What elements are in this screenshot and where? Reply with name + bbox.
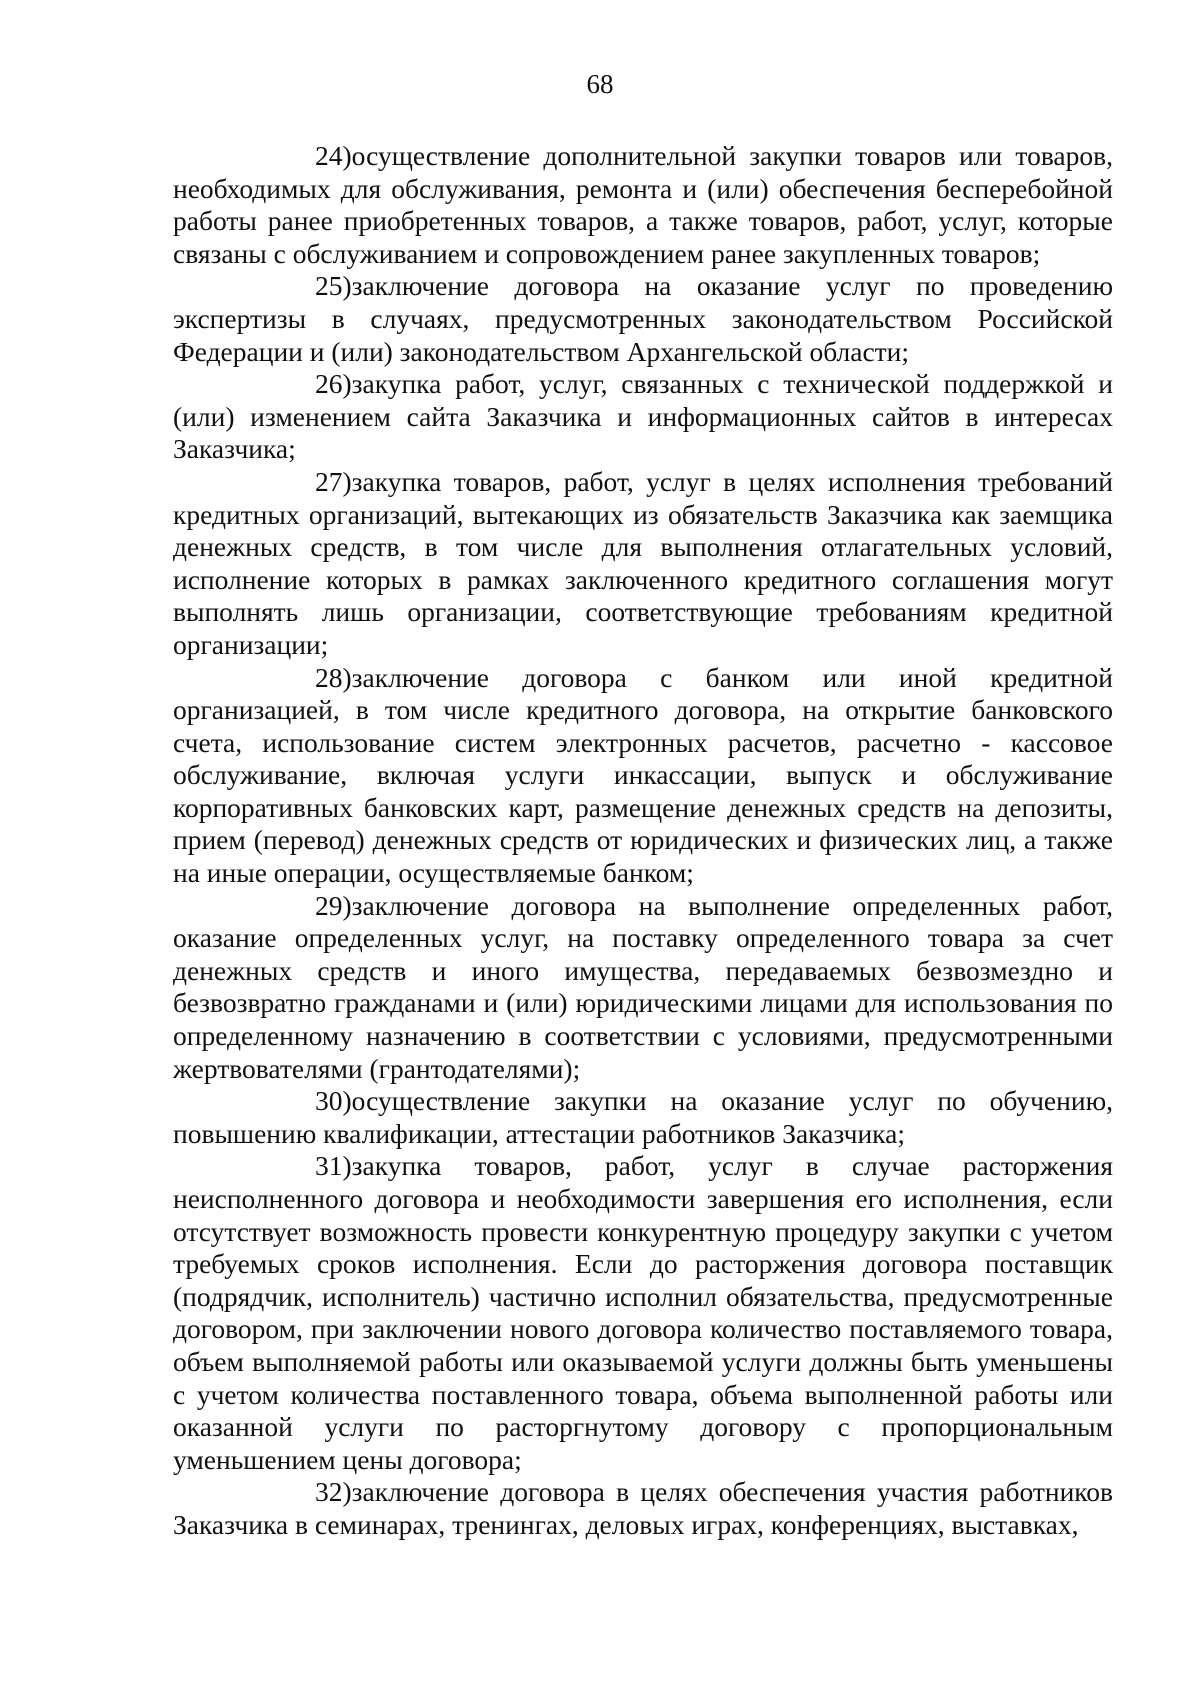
list-item bbox=[173, 1150, 1113, 1476]
list-item bbox=[173, 662, 1113, 890]
item-number: 30) bbox=[315, 1085, 352, 1117]
item-text: осуществление дополнительной закупки товаров или товаров, необходимых для обслуживания, ремонта и (или) обеспечения бесперебойной работы ранее приобретенных товаров, а также товаров, работ, услуг, которые связаны с обслуживанием и сопровождением ранее закупленных товаров; bbox=[173, 140, 1113, 269]
item-text: закупка работ, услуг, связанных с технической поддержкой и (или) изменением сайта Заказчика и информационных сайтов в интересах Заказчика; bbox=[173, 368, 1113, 465]
item-number: 26) bbox=[315, 368, 352, 400]
list-item bbox=[173, 466, 1113, 662]
item-number: 32) bbox=[315, 1476, 352, 1508]
item-number: 25) bbox=[315, 270, 352, 302]
item-number: 28) bbox=[315, 661, 352, 693]
item-number: 29) bbox=[315, 889, 352, 921]
list-item bbox=[173, 1476, 1113, 1541]
item-number: 24) bbox=[315, 140, 352, 171]
item-text: осуществление закупки на оказание услуг по обучению, повышению квалификации, аттестации работников Заказчика; bbox=[173, 1085, 1113, 1149]
item-number: 27) bbox=[315, 465, 352, 497]
page-number: 68 bbox=[586, 69, 614, 99]
list-item bbox=[173, 270, 1113, 368]
item-number: 31) bbox=[315, 1150, 352, 1182]
item-text: закупка товаров, работ, услуг в случае расторжения неисполненного договора и необходимости завершения его исполнения, если отсутствует возможность провести конкурентную процедуру закупки с учетом требуемых сроков исполнения. Если до расторжения договора поставщик (подрядчик, исполнитель) частично исполнил обязательства, предусмотренные договором, при заключении нового договора количество поставляемого товара, объем выполняемой работы или оказываемой услуги должны быть уменьшены с учетом количества поставленного товара, объема выполненной работы или оказанной услуги по расторгнутому договору с пропорциональным уменьшением цены договора; bbox=[173, 1150, 1113, 1475]
document-body bbox=[173, 140, 1113, 1542]
item-text: заключение договора на выполнение определенных работ, оказание определенных услуг, на поставку определенного товара за счет денежных средств и иного имущества, передаваемых безвозмездно и безвозвратно гражданами и (или) юридическими лицами для использования по определенному назначению в соответствии с условиями, предусмотренными жертвователями (грантодателями); bbox=[173, 889, 1113, 1084]
list-item bbox=[173, 1085, 1113, 1150]
item-text: заключение договора в целях обеспечения участия работников Заказчика в семинарах, тренингах, деловых играх, конференциях, выставках, bbox=[173, 1476, 1113, 1540]
item-text: заключение договора на оказание услуг по проведению экспертизы в случаях, предусмотренных законодательством Российской Федерации и (или) законодательством Архангельской области; bbox=[173, 270, 1113, 367]
list-item bbox=[173, 368, 1113, 466]
list-item bbox=[173, 890, 1113, 1086]
item-text: заключение договора с банком или иной кредитной организацией, в том числе кредитного договора, на открытие банковского счета, использование систем электронных расчетов, расчетно - кассовое обслуживание, включая услуги инкассации, выпуск и обслуживание корпоративных банковских карт, размещение денежных средств на депозиты, прием (перевод) денежных средств от юридических и физических лиц, а также на иные операции, осуществляемые банком; bbox=[173, 661, 1113, 889]
item-text: закупка товаров, работ, услуг в целях исполнения требований кредитных организаций, вытекающих из обязательств Заказчика как заемщика денежных средств, в том числе для выполнения отлагательных условий, исполнение которых в рамках заключенного кредитного соглашения могут выполнять лишь организации, соответствующие требованиям кредитной организации; bbox=[173, 465, 1113, 660]
list-item bbox=[173, 140, 1113, 270]
